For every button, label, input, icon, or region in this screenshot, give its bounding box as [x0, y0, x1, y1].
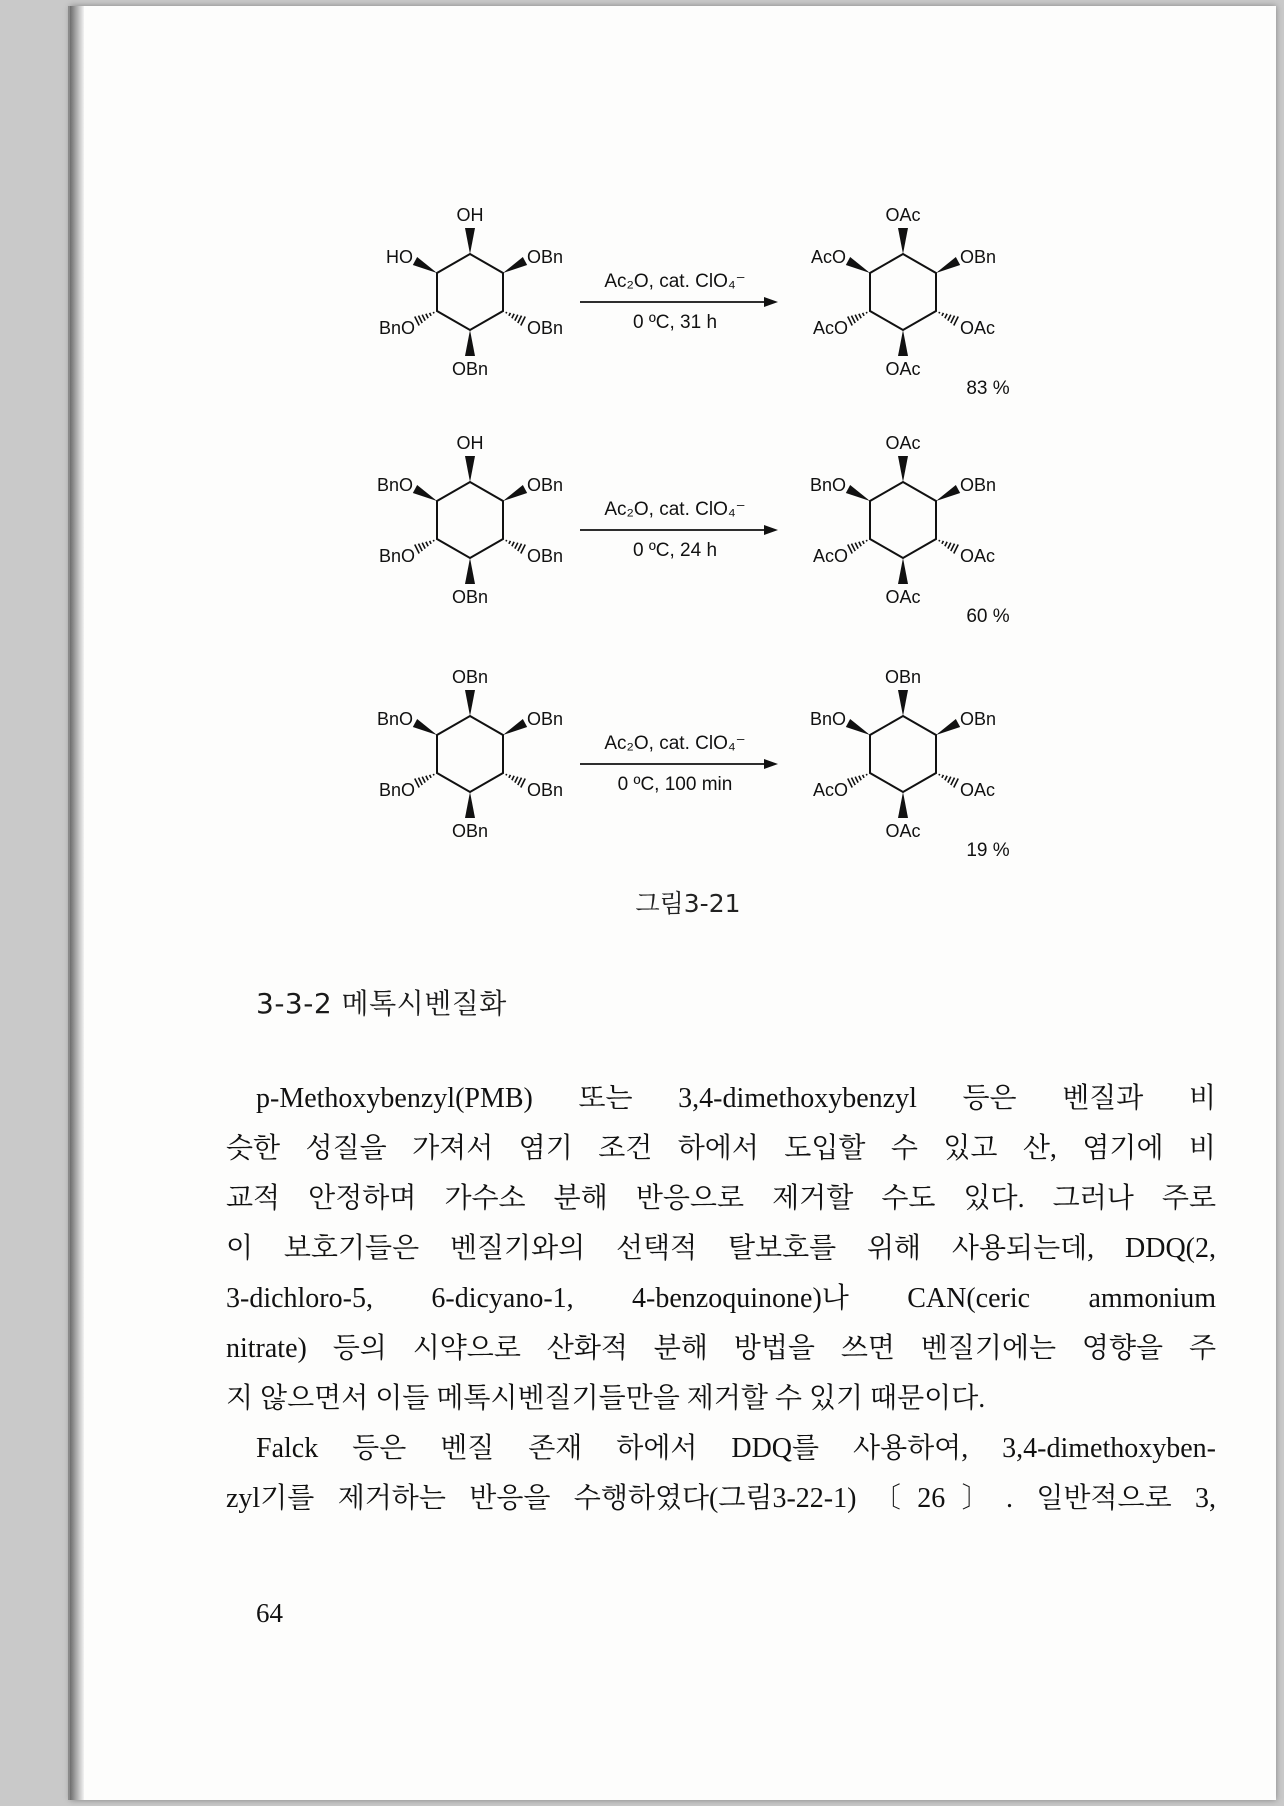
reaction-1-reagent: Ac₂O, cat. ClO₄⁻	[604, 271, 746, 292]
reaction-3-product-sub-ll: AcO	[812, 780, 848, 800]
reaction-3-reactant-sub-lr: OBn	[527, 780, 564, 800]
reaction-1-product-sub-bottom: OAc	[885, 359, 921, 379]
reaction-2-reactant-bond-lr	[521, 545, 525, 554]
reaction-3-reactant-bond-lr	[521, 779, 525, 788]
reaction-1-product-bond-ll	[851, 316, 855, 323]
reaction-3-reactant-bond-lr	[512, 776, 514, 780]
reaction-2-product-bond-ul	[846, 485, 870, 501]
reaction-3-product-bond-top	[898, 690, 908, 716]
reaction-1-product-sub-top: OAc	[885, 205, 921, 225]
reaction-3-reactant-bond-ll	[433, 774, 434, 775]
reaction-2-reactant-sub-lr: OBn	[527, 546, 564, 566]
reaction-3-yield: 19 %	[966, 840, 1010, 861]
text-line: zyl기를 제거하는 반응을 수행하였다(그림3-22-1)〔26〕. 일반적으로 3,	[226, 1483, 1216, 1514]
reaction-3-reactant-bond-bottom	[465, 792, 475, 818]
text-line: Falck 등은 벤질 존재 하에서 DDQ를 사용하여, 3,4-dimethoxyben-	[256, 1433, 1216, 1464]
reaction-3-product-molecule	[810, 667, 996, 841]
reaction-2-product-bond-lr	[945, 542, 947, 546]
reaction-3-reactant-bond-ll	[422, 777, 425, 783]
reaction-1-reactant-sub-ul: HO	[386, 247, 413, 267]
reaction-1-reactant-bond-ll	[415, 317, 419, 326]
reaction-3-product-bond-bottom	[898, 792, 908, 818]
reaction-1-product-sub-ll: AcO	[812, 318, 848, 338]
reaction-3-product-sub-lr: OAc	[960, 780, 996, 800]
reaction-1-product-bond-ul	[846, 257, 870, 273]
reaction-1-conditions: 0 ºC, 31 h	[632, 312, 718, 333]
reaction-3-product-bond-lr	[945, 776, 947, 780]
reaction-3-conditions: 0 ºC, 100 min	[617, 774, 733, 795]
reaction-2-reactant-molecule	[377, 433, 563, 607]
reaction-1-product-bond-lr	[948, 315, 951, 321]
reaction-3-product-sub-ul: BnO	[809, 709, 846, 729]
reaction-2-reactant-bond-ul	[413, 485, 437, 501]
reaction-2-yield: 60 %	[966, 606, 1010, 627]
reaction-3-reactant-bond-ll	[415, 779, 419, 788]
reaction-1-reactant-sub-top: OH	[456, 205, 484, 225]
reaction-2-product-bond-lr	[939, 540, 940, 541]
reaction-2-reactant-sub-ul: BnO	[376, 475, 413, 495]
reaction-1-product-bond-lr	[942, 313, 943, 316]
reaction-2-product-sub-ur: OBn	[960, 475, 997, 495]
book-page	[70, 6, 1276, 1800]
reaction-2-reactant-bond-lr	[509, 541, 510, 544]
reaction-3-product-sub-top: OBn	[884, 667, 922, 687]
reaction-2-reactant-bond-ll	[418, 544, 422, 551]
reaction-2-product-bond-ll	[863, 541, 864, 544]
section-heading: 3-3-2 메톡시벤질화	[256, 987, 507, 1020]
reaction-3-reactant-molecule	[377, 667, 563, 841]
reaction-1-reactant-ring	[437, 254, 503, 330]
reaction-2-product-sub-top: OAc	[885, 433, 921, 453]
reaction-2-reactant-bond-ll	[430, 541, 431, 544]
reaction-3-reactant-bond-ll	[418, 778, 422, 785]
body-text	[226, 1074, 1216, 1524]
reaction-1-reactant-bond-ll	[422, 315, 425, 321]
reaction-2-product-molecule	[810, 433, 996, 607]
reaction-1-reactant-bond-lr	[518, 316, 522, 323]
reaction-1-product-bond-ll	[848, 317, 852, 326]
reaction-2-reactant-sub-top: OH	[456, 433, 484, 453]
reaction-1-reactant-sub-lr: OBn	[527, 318, 564, 338]
reaction-3-reactant-sub-ul: BnO	[376, 709, 413, 729]
reaction-1-reactant-bond-ur	[503, 257, 527, 273]
reaction-1-reactant-bond-lr	[515, 315, 518, 321]
reaction-1-product-sub-lr: OAc	[960, 318, 996, 338]
reaction-1-reactant-bond-top	[465, 228, 475, 254]
reaction-3-product-sub-ur: OBn	[960, 709, 997, 729]
reaction-1-reactant-bond-bottom	[465, 330, 475, 356]
reaction-2-product-bond-lr	[942, 541, 943, 544]
text-line: 슷한 성질을 가져서 염기 조건 하에서 도입할 수 있고 산, 염기에 비	[226, 1133, 1216, 1164]
reaction-1-product-bond-lr	[951, 316, 955, 323]
reaction-3-product-bond-ll	[863, 775, 864, 778]
reaction-3-product-bond-ll	[866, 774, 867, 775]
reaction-2-reactant-sub-ll: BnO	[378, 546, 415, 566]
text-line: 지 않으면서 이들 메톡시벤질기들만을 제거할 수 있기 때문이다.	[226, 1383, 986, 1414]
reaction-2-reactant-bond-lr	[512, 542, 514, 546]
text-line: p-Methoxybenzyl(PMB) 또는 3,4-dimethoxybenzyl 등은 벤질과 비	[256, 1083, 1216, 1114]
text-line: 3-dichloro-5, 6-dicyano-1, 4-benzoquinone)나 CAN(ceric ammonium	[226, 1283, 1216, 1314]
reaction-2-reactant-bond-lr	[518, 544, 522, 551]
reaction-2-reactant-bond-ll	[415, 545, 419, 554]
reaction-2-reactant-ring	[437, 482, 503, 558]
reaction-1-product-bond-lr	[939, 312, 940, 313]
reaction-1-reactant-bond-lr	[521, 317, 525, 326]
reaction-2-product-sub-ul: BnO	[809, 475, 846, 495]
reaction-2-product-bond-ll	[866, 540, 867, 541]
reaction-3-reactant-bond-lr	[518, 778, 522, 785]
figure-caption	[70, 884, 1276, 920]
reaction-1-reactant-sub-bottom: OBn	[451, 359, 489, 379]
text-line: nitrate) 등의 시약으로 산화적 분해 방법을 쓰면 벤질기에는 영향을 주	[226, 1333, 1216, 1364]
reaction-3-reactant-bond-ur	[503, 719, 527, 735]
reaction-3-product-sub-bottom: OAc	[885, 821, 921, 841]
reaction-1-arrow-head	[764, 297, 778, 307]
reaction-3-product-ring	[870, 716, 936, 792]
reaction-3-reactant-sub-ll: BnO	[378, 780, 415, 800]
reaction-1-product-bond-ll	[866, 312, 867, 313]
reaction-3-reactant-ring	[437, 716, 503, 792]
paragraph-1	[226, 1074, 1216, 1424]
reaction-3-product-bond-lr	[939, 774, 940, 775]
reaction-2-product-sub-ll: AcO	[812, 546, 848, 566]
reaction-3-reactant-bond-lr	[506, 774, 507, 775]
reaction-3-product-bond-ur	[936, 719, 960, 735]
reaction-3-reactant-bond-ll	[430, 775, 431, 778]
reaction-1-reactant-sub-ur: OBn	[527, 247, 564, 267]
text-line: 교적 안정하며 가수소 분해 반응으로 제거할 수도 있다. 그러나 주로	[226, 1183, 1216, 1214]
reaction-3-reactant-bond-top	[465, 690, 475, 716]
reaction-2-reactant-bond-lr	[506, 540, 507, 541]
reaction-2-reactant-bond-bottom	[465, 558, 475, 584]
reaction-2-product-bond-ll	[851, 544, 855, 551]
reaction-2-product-bond-lr	[951, 544, 955, 551]
reaction-1-reactant-bond-lr	[512, 314, 514, 318]
reaction-3-arrow-head	[764, 759, 778, 769]
reaction-2-product-bond-ll	[848, 545, 852, 554]
reaction-1-product-ring	[870, 254, 936, 330]
reaction-3-reactant-sub-top: OBn	[451, 667, 489, 687]
reaction-1-product-sub-ul: AcO	[810, 247, 846, 267]
reaction-2-product-bond-ur	[936, 485, 960, 501]
reaction-scheme	[70, 6, 1276, 886]
reaction-3-reactant-bond-lr	[509, 775, 510, 778]
reaction-2-reactant-bond-ur	[503, 485, 527, 501]
reaction-3-reagent: Ac₂O, cat. ClO₄⁻	[604, 733, 746, 754]
figure-caption-text: 그림3-21	[635, 889, 741, 918]
reaction-1-product-bond-top	[898, 228, 908, 254]
reaction-1-reactant-bond-ll	[418, 316, 422, 323]
reaction-1-product-bond-ll	[863, 313, 864, 316]
reaction-2-arrow-head	[764, 525, 778, 535]
text-line: 이 보호기들은 벤질기와의 선택적 탈보호를 위해 사용되는데, DDQ(2,	[226, 1233, 1216, 1264]
paragraph-2	[226, 1424, 1216, 1524]
reaction-3-product-bond-ll	[851, 778, 855, 785]
reaction-2-reactant-bond-ll	[433, 540, 434, 541]
reaction-1-product-bond-lr	[945, 314, 947, 318]
reaction-2-conditions: 0 ºC, 24 h	[632, 540, 718, 561]
reaction-1-reactant-bond-ll	[430, 313, 431, 316]
reaction-1-reactant-bond-ll	[433, 312, 434, 313]
reaction-3-reactant-bond-ul	[413, 719, 437, 735]
reaction-1-product-sub-ur: OBn	[960, 247, 997, 267]
reaction-1-yield: 83 %	[966, 378, 1010, 399]
reaction-1-reactant-bond-ll	[426, 314, 428, 318]
reaction-3-product-bond-lr	[948, 777, 951, 783]
reaction-2-product-sub-bottom: OAc	[885, 587, 921, 607]
reaction-2-reagent: Ac₂O, cat. ClO₄⁻	[604, 499, 746, 520]
reaction-2-reactant-sub-ur: OBn	[527, 475, 564, 495]
reaction-3-product-bond-ll	[855, 777, 858, 783]
reaction-1-product-molecule	[811, 205, 996, 379]
reaction-3-product-bond-lr	[951, 778, 955, 785]
reaction-1-reactant-bond-lr	[509, 313, 510, 316]
reaction-2-reactant-bond-ll	[426, 542, 428, 546]
reaction-1-product-bond-ur	[936, 257, 960, 273]
reaction-1-reactant-bond-ul	[413, 257, 437, 273]
reaction-2-product-bond-ll	[855, 543, 858, 549]
reaction-3-product-bond-ll	[859, 776, 861, 780]
reaction-1-product-bond-ll	[855, 315, 858, 321]
reaction-2-reactant-bond-ll	[422, 543, 425, 549]
reaction-3-reactant-sub-ur: OBn	[527, 709, 564, 729]
reaction-1-product-bond-lr	[954, 317, 958, 326]
reaction-1-product-bond-ll	[859, 314, 861, 318]
reaction-3-reactant-bond-lr	[515, 777, 518, 783]
reaction-2-product-bond-lr	[954, 545, 958, 554]
reaction-2-reactant-sub-bottom: OBn	[451, 587, 489, 607]
reaction-3-product-bond-ll	[848, 779, 852, 788]
reaction-3-product-bond-lr	[942, 775, 943, 778]
reaction-3-reactant-bond-ll	[426, 776, 428, 780]
reaction-1-reactant-molecule	[379, 205, 563, 379]
page-number: 64	[256, 1598, 283, 1628]
reaction-2-product-bond-bottom	[898, 558, 908, 584]
reaction-3-product-bond-lr	[954, 779, 958, 788]
reaction-3-product-bond-ul	[846, 719, 870, 735]
reaction-1-reactant-bond-lr	[506, 312, 507, 313]
reaction-3-reactant-sub-bottom: OBn	[451, 821, 489, 841]
reaction-1-product-bond-bottom	[898, 330, 908, 356]
reaction-2-product-bond-lr	[948, 543, 951, 549]
reaction-2-product-ring	[870, 482, 936, 558]
reaction-2-reactant-bond-top	[465, 456, 475, 482]
reaction-2-reactant-bond-lr	[515, 543, 518, 549]
reaction-2-product-bond-ll	[859, 542, 861, 546]
reaction-1-reactant-sub-ll: BnO	[378, 318, 415, 338]
reaction-2-product-bond-top	[898, 456, 908, 482]
reaction-2-product-sub-lr: OAc	[960, 546, 996, 566]
